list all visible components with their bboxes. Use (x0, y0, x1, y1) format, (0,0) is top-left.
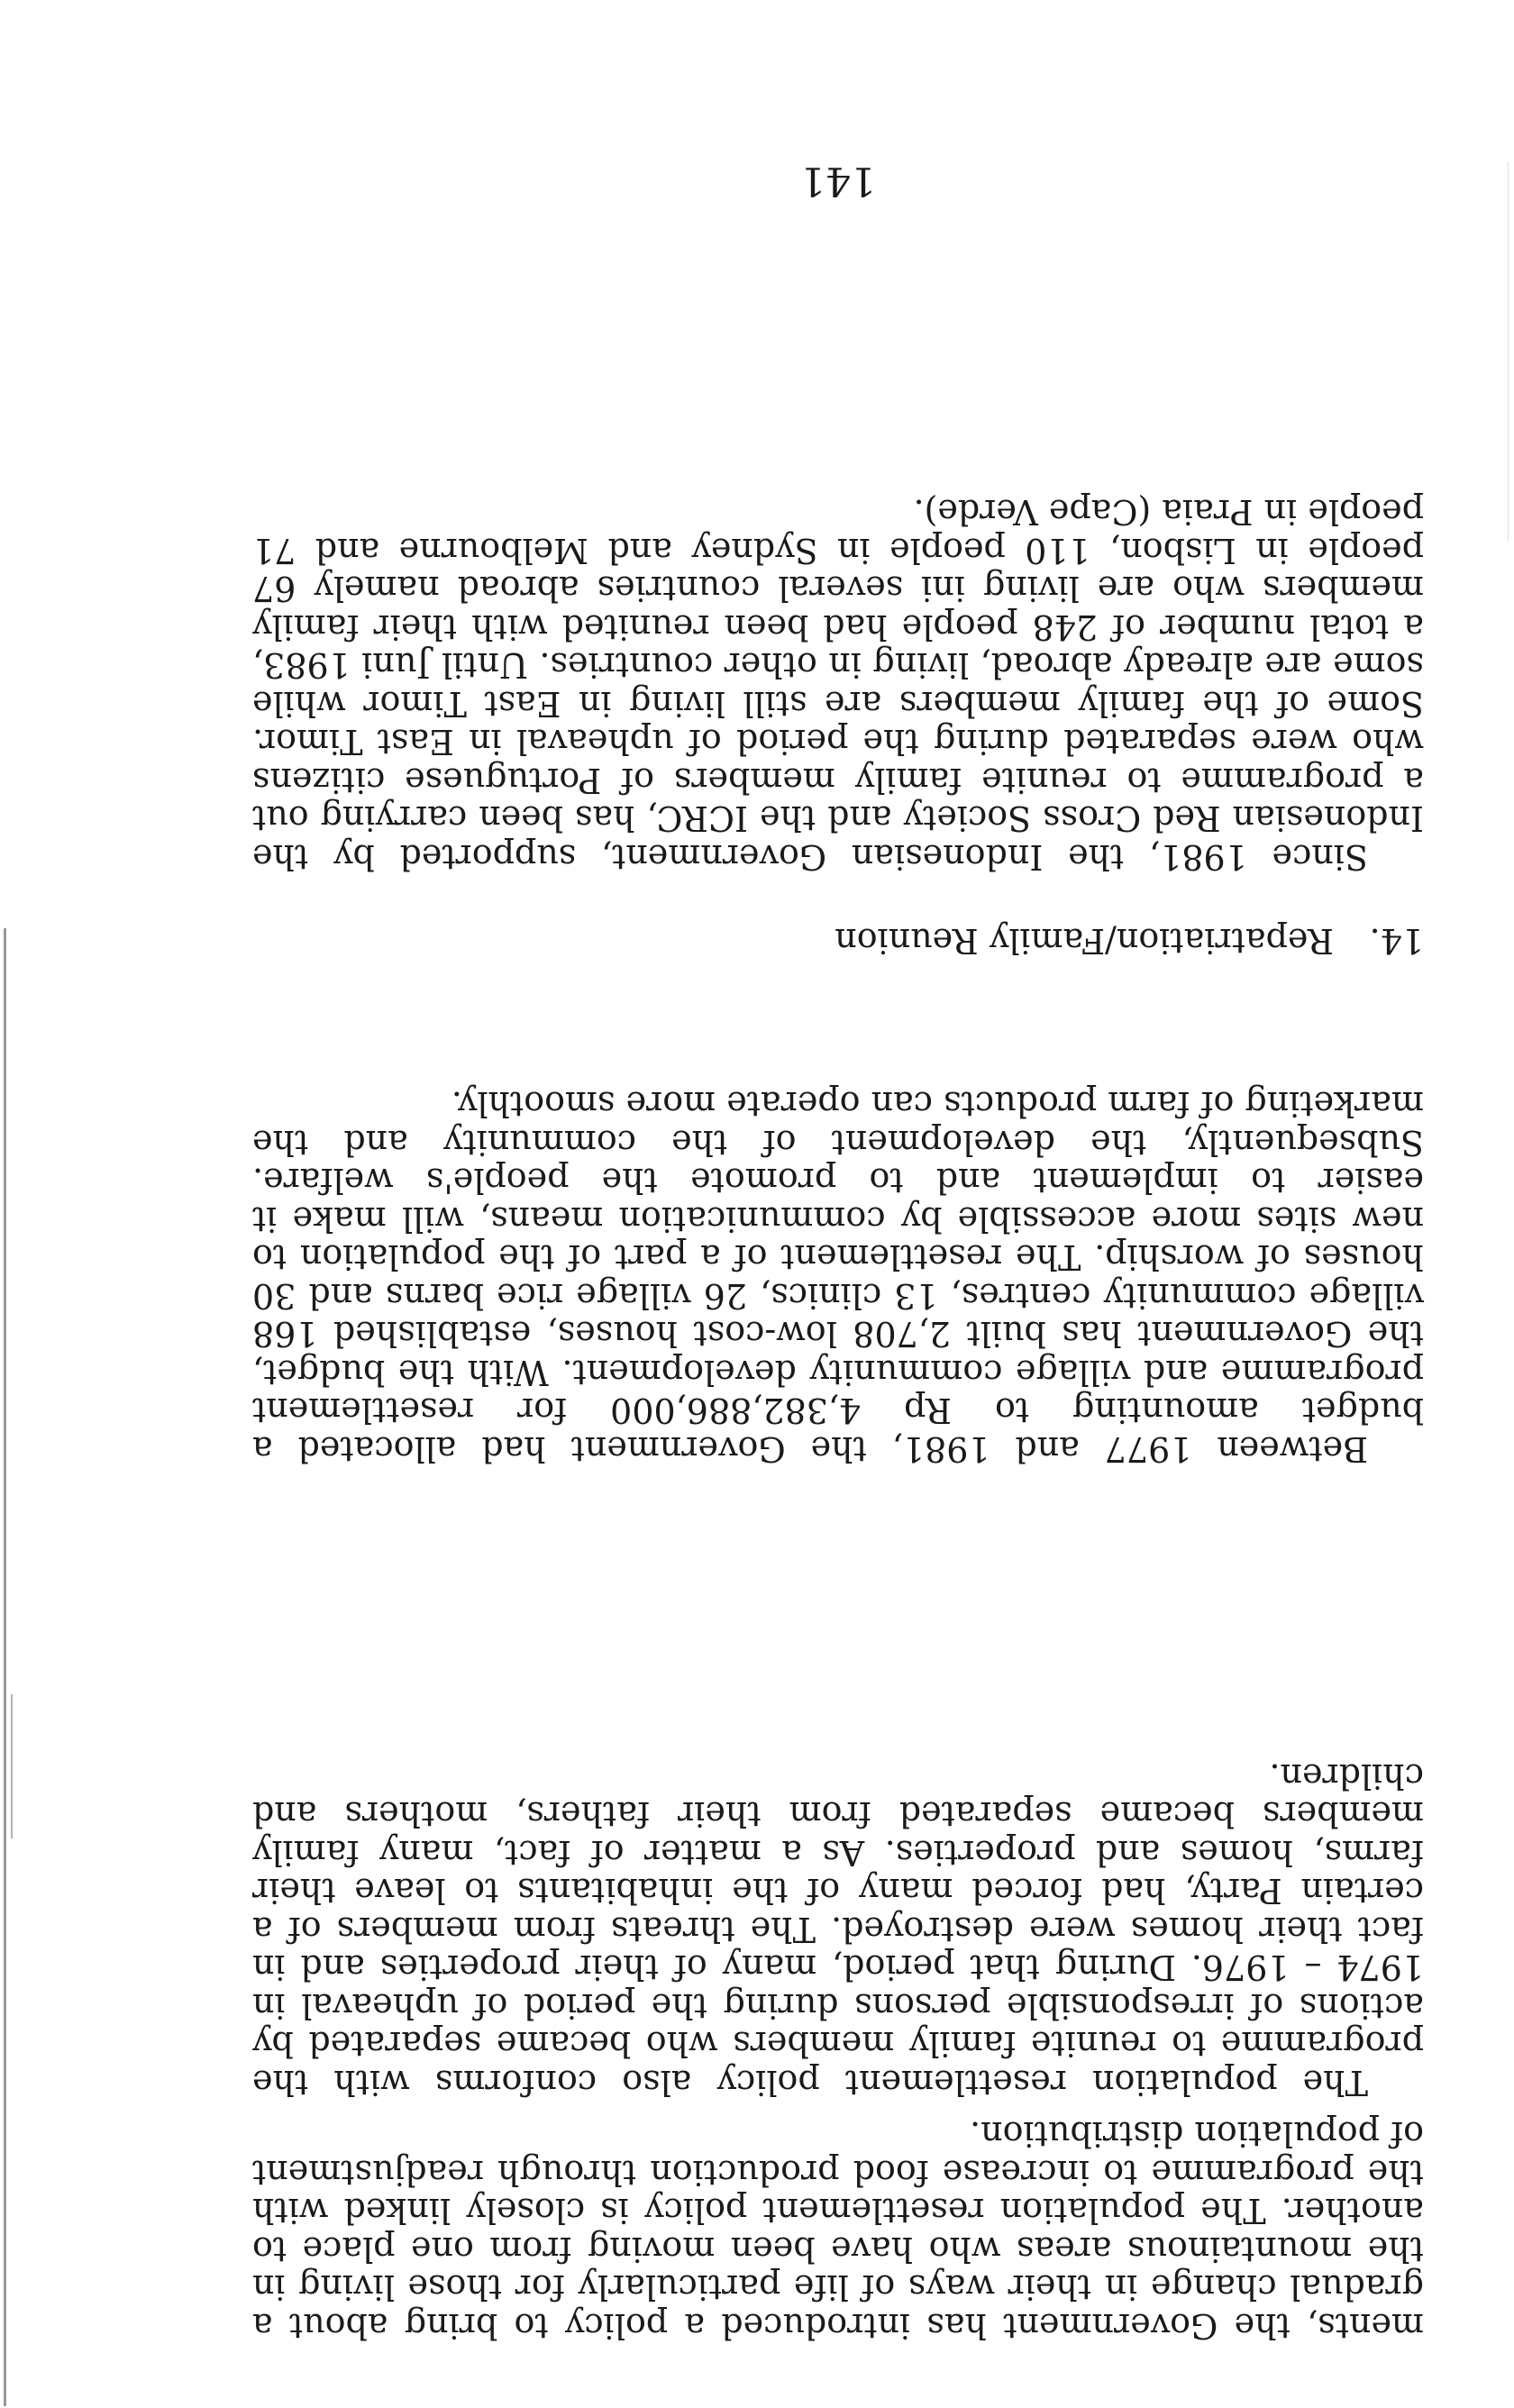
paragraph-family-reunite-policy: The population resettlement policy also conforms with the programme to reunite family members who became separated by actions of irresponsible persons during the period of upheaval in 1974 – 1976. During that period, many of their properties and in fact their homes were destroyed. The threats from members of a certain Party, had forced many of the inhabitants to leave their farms, homes and properties. As a matter of fact, many family members became separated from their fathers, mothers and children. (252, 1756, 1424, 2102)
paragraph-repatriation: Since 1981, the Indonesian Government, supported by the Indonesian Red Cross Society and the ICRC, has been carrying out a programme to reunite family members of Portuguese citizens who were separated during the period of upheaval in East Timor. Some of the family members are still living in East Timor while some are already abroad, living in other countries. Until Juni 1983, a total number of 248 people had been reunited with their family members who are living ini several countries abroad namely 67 people in Lisbon, 110 people in Sydney and Melbourne and 71 people in Praia (Cape Verde). (252, 492, 1424, 877)
paragraph-continuation: ments, the Government has introduced a policy to bring about a gradual change in their ways of life particularly for those living in the mountainous areas who have been moving from one place to another. The population resettlement policy is closely linked with the programme to increase food production through readjustment of population distribution. (252, 2114, 1424, 2346)
paragraph-budget: Between 1977 and 1981, the Government had allocated a budget amounting to Rp 4,382,886,000 for resettlement programme and village community development. With the budget, the Government has built 2,708 low-cost houses, established 168 village community centres, 13 clinics, 26 village rice barns and 30 houses of worship. The resettlement of a part of the population to new sites more accessible by communication means, will make it easier to implement and to promote the people's welfare. Subsequently, the development of the community and the marketing of farm products can operate more smoothly. (252, 1084, 1424, 1469)
page-number: 141 (800, 158, 876, 204)
section-number: 14. (1369, 921, 1424, 961)
section-title: Repatriation/Family Reunion (835, 921, 1334, 961)
section-heading (835, 921, 1424, 961)
page-content (252, 0, 1424, 2408)
